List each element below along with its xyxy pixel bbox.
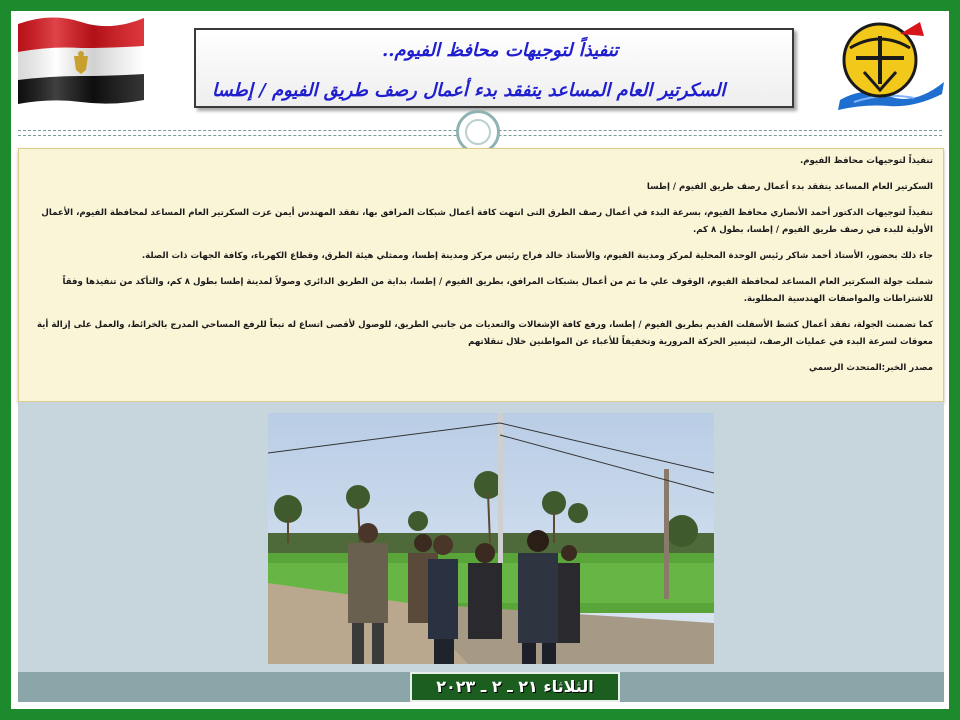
egypt-flag-icon [16, 10, 146, 104]
headline-box [194, 28, 794, 108]
article-paragraph: تنفيذاً لتوجيهات الدكتور أحمد الأنصاري محافظ الفيوم، بسرعة البدء في أعمال رصف الطرق التى انتهت كافة أعمال شبكات المرافق بها، تفقد المهندس أيمن عزت السكرتير العام المساعد لمحافظة الفيوم، الأعمال الأولية للبدء في رصف طريق الفيوم / إطسا، بطول ٨ كم. [41, 208, 933, 235]
site-visit-photo [268, 413, 714, 664]
headline-line-2: السكرتير العام المساعد يتفقد بدء أعمال رصف طريق الفيوم / إطسا [212, 80, 726, 101]
article-paragraph: تنفيذاً لتوجيهات محافظ الفيوم. [799, 156, 933, 166]
article-paragraph: جاء ذلك بحضور، الأستاذ أحمد شاكر رئيس الوحدة المحلية لمركز ومدينة الفيوم، والأستاذ خالد فراج رئيس مركز ومدينة إطسا، وممثلي هيئة الطرق، وقطاع الكهرباء، وكافة الجهات ذات الصلة. [141, 251, 933, 261]
article-paragraph: السكرتير العام المساعد يتفقد بدء أعمال رصف طريق الفيوم / إطسا [646, 182, 933, 192]
article-paragraph: شملت جولة السكرتير العام المساعد لمحافظة الفيوم، الوقوف علي ما تم من أعمال بشبكات المرافق، بطريق الفيوم / إطسا، بداية من الطريق الدائري وصولاً لمدينة إطسا بطول ٨ كم، والتأكد من تنفيذها وفقاً للاشتراطات والمواصفات الهندسية المطلوبة. [62, 277, 933, 304]
article-body [18, 148, 944, 402]
article-paragraph: كما تضمنت الجولة، تفقد أعمال كشط الأسفلت القديم بطريق الفيوم / إطسا، ورفع كافة الإشغالات والتعديات من جانبي الطريق، للوصول لأقصى اتساع له تبعاً للرفع المساحي المدرج بالخرائط، والعمل على إزالة أية معوقات لسرعة البدء في عمليات الرصف، لتيسير الحركة المرورية وتخفيفاً للأعباء عن المواطنين خلال تنقلاتهم [36, 320, 933, 347]
article-source: مصدر الخبر:المتحدث الرسمي [808, 363, 933, 373]
fayoum-governorate-logo [834, 16, 946, 112]
publication-date: الثلاثاء ٢١ ـ ٢ ـ ٢٠٢٣ [410, 672, 620, 702]
headline-line-1: تنفيذاً لتوجيهات محافظ الفيوم.. [382, 40, 619, 61]
divider-circle-inner [465, 119, 491, 145]
